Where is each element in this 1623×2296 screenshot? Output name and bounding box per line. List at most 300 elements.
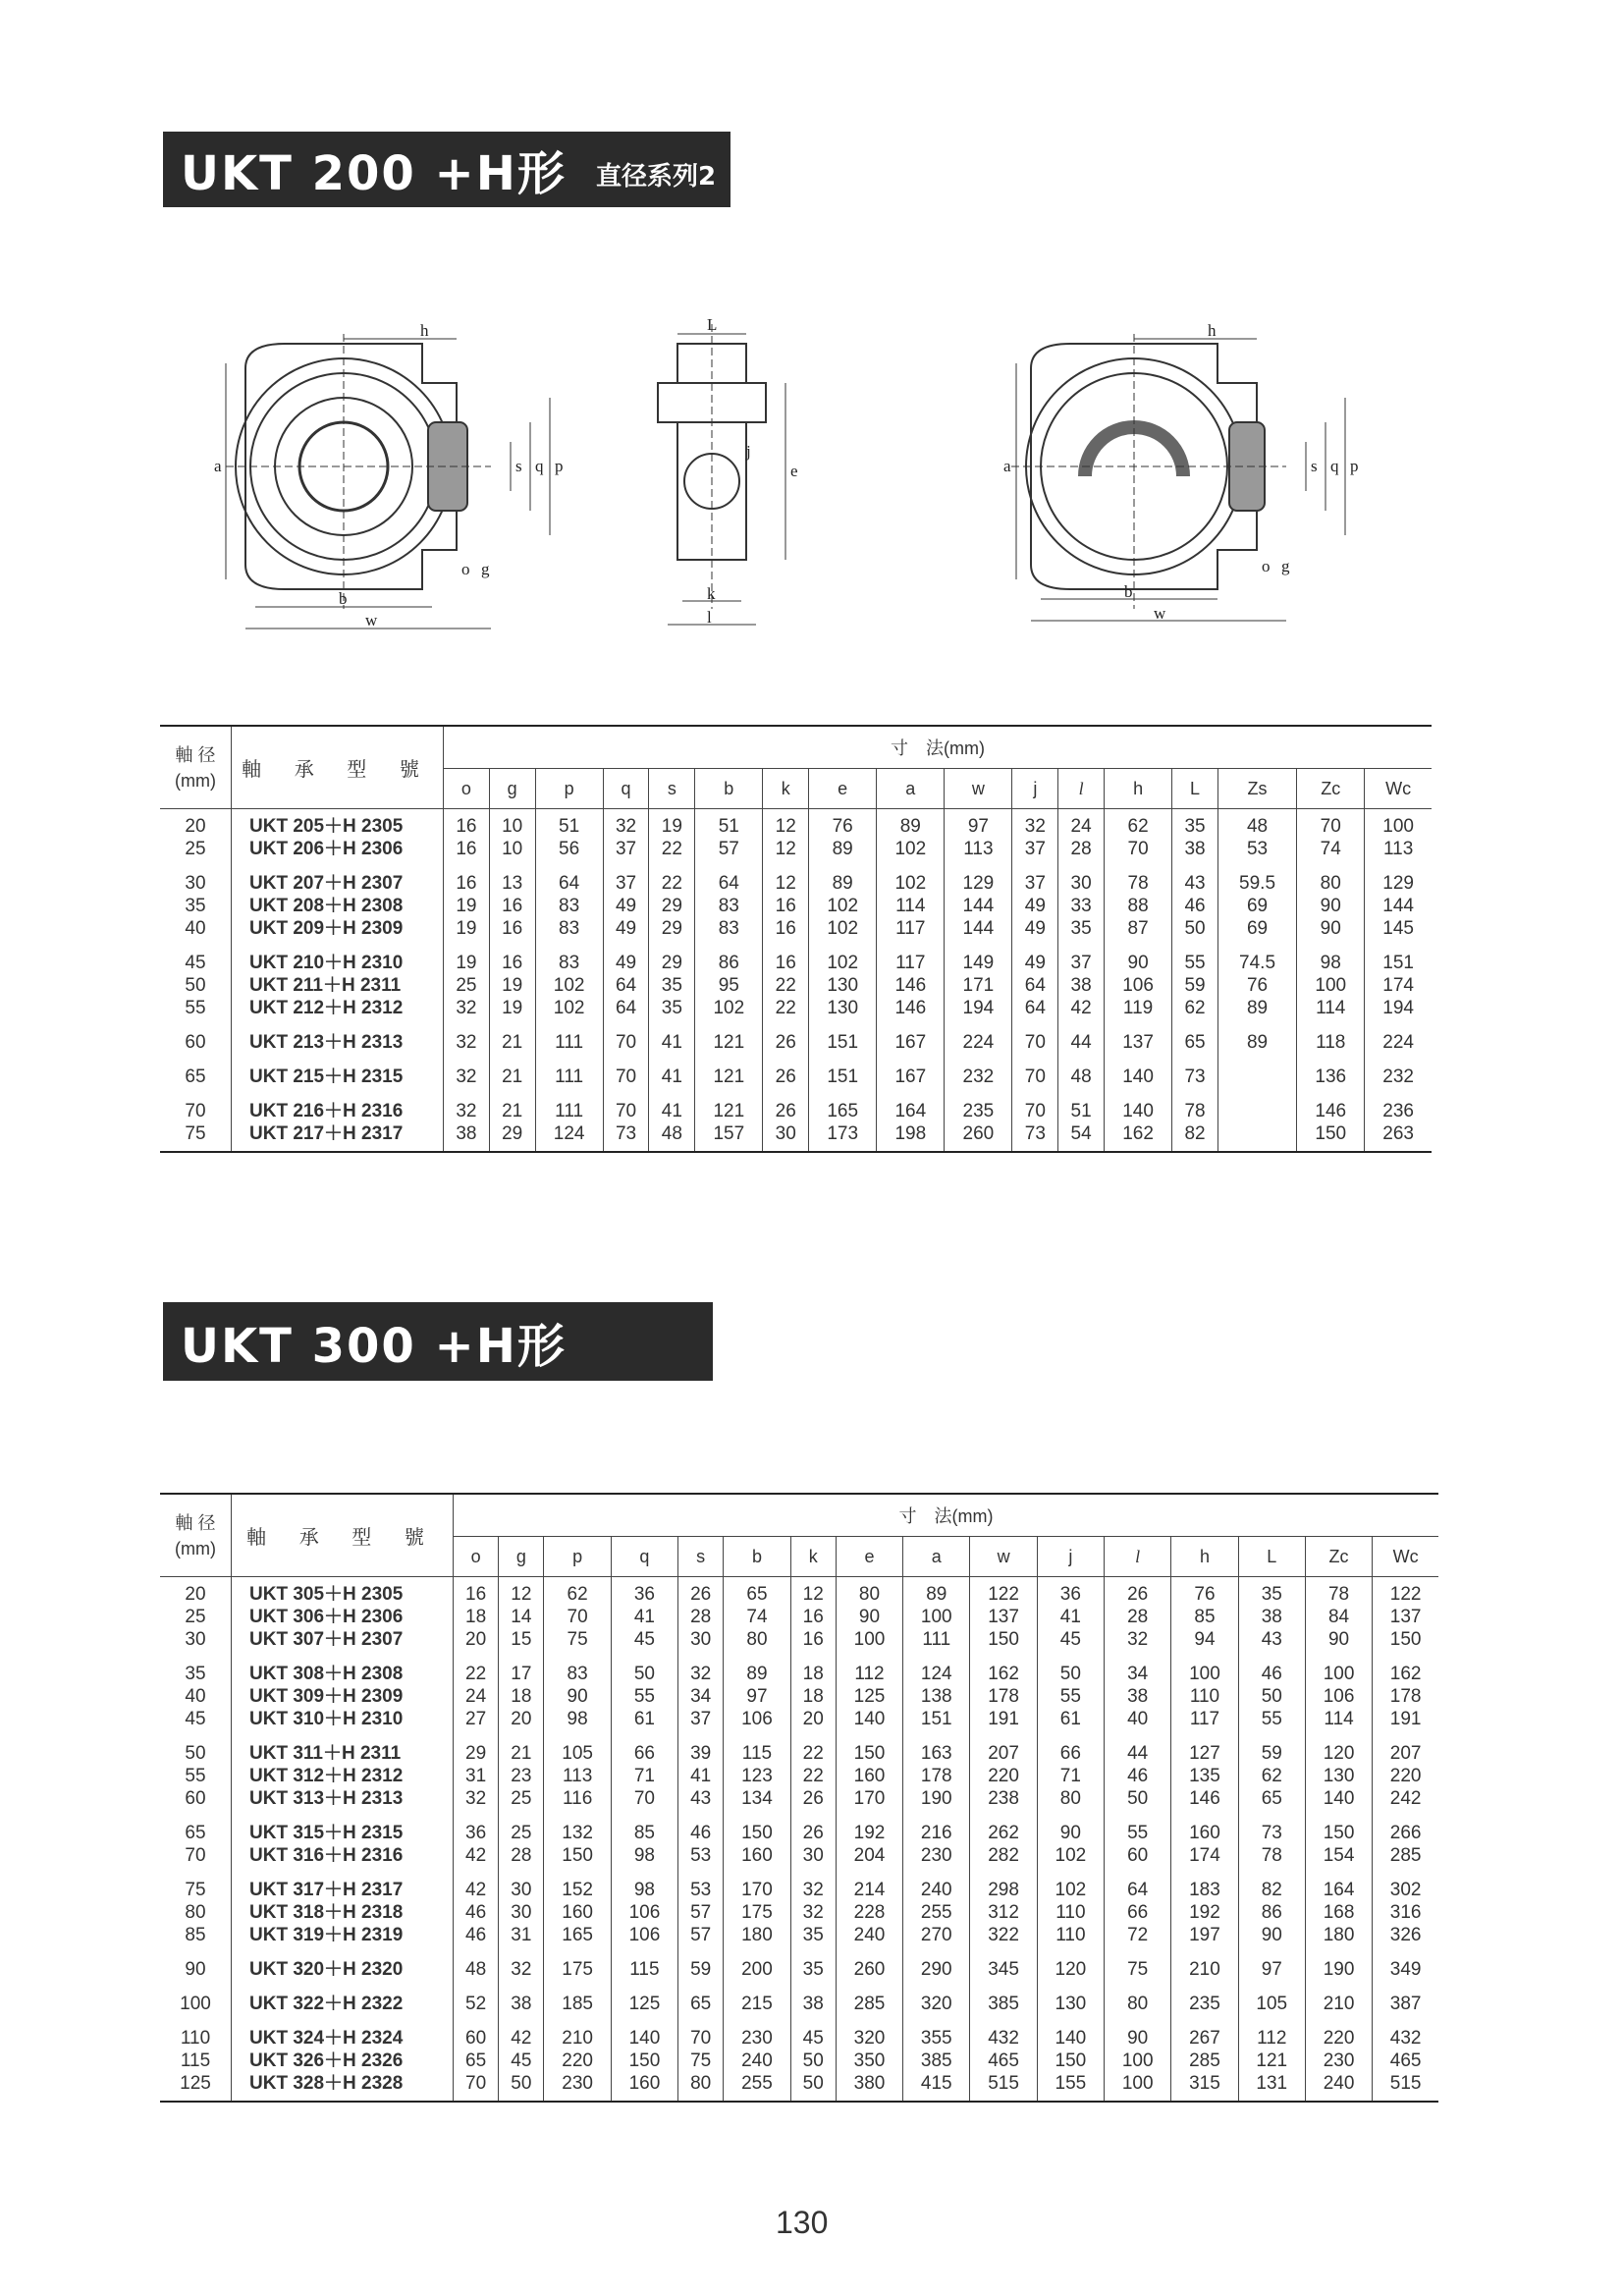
dimension-value: 16 bbox=[502, 896, 523, 916]
dimension-value: 102 bbox=[1055, 1845, 1087, 1866]
dimension-cell-Zc bbox=[1305, 1816, 1372, 1873]
dimension-value: 70 bbox=[465, 2073, 487, 2094]
column-header-s: s bbox=[678, 1537, 724, 1577]
dimension-cell-Zc bbox=[1297, 1025, 1365, 1060]
dim-label: b bbox=[339, 589, 348, 608]
dimension-cell-k bbox=[790, 1987, 836, 2021]
dimension-value: 46 bbox=[465, 1902, 487, 1923]
dimension-value: 165 bbox=[827, 1101, 859, 1121]
dimension-cell-l bbox=[1105, 1657, 1171, 1736]
dimension-value: 349 bbox=[1389, 1959, 1422, 1980]
dimension-value: 106 bbox=[1323, 1686, 1355, 1707]
dimension-value: 224 bbox=[1382, 1032, 1414, 1053]
dimension-cell-Zc bbox=[1297, 809, 1365, 867]
dimension-value: 55 bbox=[1127, 1823, 1149, 1843]
shaft-value: 50 bbox=[185, 1743, 206, 1764]
dimension-value: 33 bbox=[1070, 896, 1092, 916]
dimension-value: 41 bbox=[1059, 1607, 1081, 1627]
dimension-value: 130 bbox=[827, 975, 859, 996]
dimension-cell-Wc bbox=[1365, 946, 1432, 1025]
dimension-table-ukt300 bbox=[160, 1493, 1438, 2103]
dimension-value: 302 bbox=[1389, 1880, 1422, 1900]
dimension-value: 21 bbox=[502, 1032, 523, 1053]
dimension-value: 207 bbox=[988, 1743, 1019, 1764]
dimension-cell-k bbox=[790, 1816, 836, 1873]
dimension-cell-p bbox=[544, 1577, 611, 1658]
dimension-value: 113 bbox=[963, 839, 994, 859]
dim-label: p bbox=[1350, 457, 1359, 475]
dimension-cell-b bbox=[695, 1094, 763, 1152]
dimension-value: 34 bbox=[690, 1686, 712, 1707]
dimension-value: 16 bbox=[465, 1584, 487, 1605]
shaft-value: 40 bbox=[185, 1686, 206, 1707]
dimension-value: 140 bbox=[628, 2028, 661, 2049]
dimension-value: 89 bbox=[926, 1584, 947, 1605]
dimension-value: 152 bbox=[562, 1880, 593, 1900]
dimension-value: 86 bbox=[718, 953, 739, 973]
dimension-cell-L bbox=[1238, 1952, 1305, 1987]
dimension-value: 83 bbox=[567, 1664, 588, 1684]
dimension-value: 110 bbox=[1189, 1686, 1220, 1707]
dimension-value: 102 bbox=[553, 998, 585, 1018]
dimension-value: 59 bbox=[690, 1959, 712, 1980]
table-row-group bbox=[160, 1657, 1438, 1736]
dimension-cell-b bbox=[695, 946, 763, 1025]
dimension-cell-L bbox=[1238, 1736, 1305, 1816]
dimension-cell-q bbox=[611, 2021, 677, 2102]
bearing-model: UKT 322＋H 2322 bbox=[249, 1994, 404, 2014]
dimension-cell-e bbox=[836, 1816, 902, 1873]
dimension-value: 197 bbox=[1189, 1925, 1220, 1945]
dimension-value: 13 bbox=[502, 873, 523, 894]
dimension-value: 36 bbox=[1059, 1584, 1081, 1605]
dimension-value: 74 bbox=[746, 1607, 768, 1627]
dimension-cell-w bbox=[970, 1952, 1037, 1987]
bearing-model: UKT 210＋H 2310 bbox=[249, 953, 404, 973]
dimension-value: 30 bbox=[511, 1902, 532, 1923]
column-header-l: l bbox=[1105, 1537, 1171, 1577]
dimension-cell-e bbox=[836, 1736, 902, 1816]
dimension-value: 214 bbox=[853, 1880, 886, 1900]
dimension-value: 119 bbox=[1122, 998, 1154, 1018]
dimension-value: 37 bbox=[615, 873, 637, 894]
dimension-value: 90 bbox=[1320, 918, 1341, 939]
dim-label: s bbox=[1311, 457, 1318, 475]
dimension-value: 70 bbox=[1127, 839, 1149, 859]
section-banner-ukt300 bbox=[163, 1302, 713, 1381]
dimension-value: 127 bbox=[1189, 1743, 1220, 1764]
dimension-cell-k bbox=[763, 809, 809, 867]
dimension-value: 164 bbox=[894, 1101, 927, 1121]
shaft-diameter-cell bbox=[160, 2021, 232, 2102]
dimension-value: 59 bbox=[1184, 975, 1206, 996]
dimension-cell-s bbox=[649, 809, 695, 867]
dim-label: e bbox=[790, 462, 798, 480]
dimension-value: 465 bbox=[988, 2050, 1019, 2071]
dimension-value: 164 bbox=[1323, 1880, 1355, 1900]
dimension-value: 62 bbox=[1261, 1766, 1282, 1786]
dimension-cell-s bbox=[678, 2021, 724, 2102]
shaft-diameter-cell bbox=[160, 1577, 232, 1658]
dimension-cell-s bbox=[678, 1987, 724, 2021]
table-row-group bbox=[160, 946, 1432, 1025]
dimension-value: 28 bbox=[511, 1845, 532, 1866]
dimension-value: 238 bbox=[988, 1788, 1019, 1809]
dimension-value: 116 bbox=[562, 1788, 593, 1809]
dimension-value: 150 bbox=[1315, 1123, 1347, 1144]
dimension-value: 37 bbox=[615, 839, 637, 859]
dimension-value: 515 bbox=[1389, 2073, 1422, 2094]
dimension-value: 38 bbox=[1127, 1686, 1149, 1707]
dimension-value: 220 bbox=[562, 2050, 593, 2071]
dimension-value: 385 bbox=[920, 2050, 952, 2071]
dimension-cell-h bbox=[1171, 1987, 1238, 2021]
dim-label: s bbox=[515, 457, 522, 475]
dimension-value: 90 bbox=[1059, 1823, 1081, 1843]
dimension-cell-e bbox=[809, 1060, 877, 1094]
dimension-cell-l bbox=[1105, 1987, 1171, 2021]
dimension-value: 282 bbox=[988, 1845, 1019, 1866]
table-row-group bbox=[160, 1952, 1438, 1987]
dimension-value: 41 bbox=[661, 1101, 682, 1121]
dimension-value: 59.5 bbox=[1239, 873, 1276, 894]
shaft-value: 30 bbox=[185, 1629, 206, 1650]
bearing-model: UKT 318＋H 2318 bbox=[249, 1902, 404, 1923]
dimension-cell-a bbox=[877, 809, 945, 867]
dimension-value: 89 bbox=[1246, 998, 1269, 1018]
dimension-value: 75 bbox=[567, 1629, 588, 1650]
dimension-cell-b bbox=[724, 1657, 790, 1736]
dimension-value: 64 bbox=[559, 873, 580, 894]
dimension-cell-a bbox=[877, 1094, 945, 1152]
dimension-cell-w bbox=[945, 866, 1012, 946]
dimension-value: 23 bbox=[511, 1766, 532, 1786]
bearing-model-header: 軸 承 型 號 bbox=[232, 726, 444, 809]
dimension-value: 25 bbox=[511, 1788, 532, 1809]
dimension-value: 71 bbox=[633, 1766, 655, 1786]
dim-label: g bbox=[1281, 557, 1290, 575]
dimension-value: 175 bbox=[562, 1959, 593, 1980]
alternate-view-drawing bbox=[1011, 334, 1345, 621]
dimension-value: 191 bbox=[1389, 1709, 1422, 1729]
dimension-cell-j bbox=[1037, 1952, 1104, 1987]
dimension-value: 32 bbox=[456, 1066, 477, 1087]
dimension-value: 134 bbox=[741, 1788, 773, 1809]
dimension-cell-Wc bbox=[1373, 1736, 1438, 1816]
dimension-cell-e bbox=[836, 1577, 902, 1658]
dimension-value: 140 bbox=[1323, 1788, 1355, 1809]
dimension-cell-L bbox=[1238, 1657, 1305, 1736]
dimension-value: 55 bbox=[633, 1686, 655, 1707]
column-header-g: g bbox=[499, 1537, 544, 1577]
dimension-cell-h bbox=[1171, 1657, 1238, 1736]
dimension-cell-p bbox=[544, 1987, 611, 2021]
dimension-cell-g bbox=[499, 1736, 544, 1816]
dimension-value bbox=[1218, 1100, 1296, 1122]
dimension-cell-e bbox=[809, 809, 877, 867]
column-header-L: L bbox=[1172, 769, 1218, 809]
column-header-w: w bbox=[945, 769, 1012, 809]
dimension-cell-q bbox=[603, 809, 649, 867]
dimension-value: 37 bbox=[1024, 839, 1046, 859]
shaft-diameter-header: 軸 径 (mm) bbox=[160, 1494, 232, 1577]
dimension-value: 51 bbox=[559, 816, 580, 837]
shaft-value: 70 bbox=[185, 1101, 206, 1121]
dimension-value: 57 bbox=[690, 1925, 712, 1945]
dimension-value: 82 bbox=[1261, 1880, 1282, 1900]
dimension-value: 132 bbox=[562, 1823, 593, 1843]
column-header-w: w bbox=[970, 1537, 1037, 1577]
dimension-value: 171 bbox=[962, 975, 995, 996]
bearing-model: UKT 319＋H 2319 bbox=[249, 1925, 404, 1945]
dimension-value: 149 bbox=[962, 953, 995, 973]
dimension-cell-s bbox=[678, 1816, 724, 1873]
column-header-q: q bbox=[603, 769, 649, 809]
dimension-value: 170 bbox=[853, 1788, 886, 1809]
dimension-value: 24 bbox=[1070, 816, 1092, 837]
dimension-cell-b bbox=[724, 1736, 790, 1816]
dim-label: w bbox=[365, 611, 378, 629]
dimensions-header: 寸 法(mm) bbox=[444, 726, 1433, 769]
dimension-value: 146 bbox=[894, 975, 927, 996]
dimension-cell-w bbox=[970, 1873, 1037, 1952]
dimension-value: 31 bbox=[511, 1925, 532, 1945]
dimension-cell-k bbox=[790, 1736, 836, 1816]
dimension-cell-w bbox=[970, 2021, 1037, 2102]
shaft-diameter-header: 軸 径 (mm) bbox=[160, 726, 232, 809]
dimension-value: 144 bbox=[962, 896, 995, 916]
dimension-value: 110 bbox=[1055, 1925, 1086, 1945]
dimension-value: 230 bbox=[1323, 2050, 1355, 2071]
dimension-cell-j bbox=[1037, 1577, 1104, 1658]
dimension-value: 89 bbox=[832, 873, 853, 894]
dimension-cell-L bbox=[1238, 1987, 1305, 2021]
dimension-cell-w bbox=[970, 1657, 1037, 1736]
dimension-value: 41 bbox=[661, 1066, 682, 1087]
dimension-value: 64 bbox=[1127, 1880, 1149, 1900]
dimension-cell-Zs bbox=[1217, 809, 1296, 867]
dimension-cell-Zs bbox=[1217, 946, 1296, 1025]
dimension-value: 266 bbox=[1389, 1823, 1422, 1843]
dimension-value: 355 bbox=[920, 2028, 952, 2049]
dimension-value: 38 bbox=[1070, 975, 1092, 996]
dimension-value: 98 bbox=[633, 1880, 655, 1900]
dimension-cell-o bbox=[454, 1873, 499, 1952]
dimension-value: 29 bbox=[465, 1743, 487, 1764]
dimension-cell-q bbox=[611, 1952, 677, 1987]
dimension-value: 122 bbox=[1389, 1584, 1422, 1605]
dimension-value: 465 bbox=[1389, 2050, 1422, 2071]
dimension-value: 97 bbox=[1261, 1959, 1282, 1980]
bearing-model: UKT 213＋H 2313 bbox=[249, 1032, 404, 1053]
dimension-cell-b bbox=[724, 1816, 790, 1873]
dimension-cell-Wc bbox=[1365, 1094, 1432, 1152]
dimensions-header: 寸 法(mm) bbox=[454, 1494, 1439, 1537]
shaft-diameter-cell bbox=[160, 1736, 232, 1816]
dimension-cell-h bbox=[1171, 2021, 1238, 2102]
dimension-value: 21 bbox=[511, 1743, 532, 1764]
dimension-cell-e bbox=[836, 1657, 902, 1736]
bearing-model: UKT 307＋H 2307 bbox=[249, 1629, 404, 1650]
column-header-Wc: Wc bbox=[1373, 1537, 1438, 1577]
dimension-value: 150 bbox=[562, 1845, 593, 1866]
dimension-cell-h bbox=[1171, 1577, 1238, 1658]
dimension-cell-l bbox=[1058, 809, 1105, 867]
dimension-value: 16 bbox=[456, 839, 477, 859]
dim-label: o bbox=[461, 560, 470, 578]
dimension-value: 150 bbox=[853, 1743, 886, 1764]
shaft-value: 110 bbox=[180, 2028, 211, 2049]
dimension-value: 49 bbox=[615, 918, 637, 939]
dimension-value: 112 bbox=[1257, 2028, 1287, 2049]
dimension-value: 32 bbox=[802, 1902, 824, 1923]
dimension-value: 48 bbox=[1246, 816, 1269, 837]
dimension-cell-l bbox=[1058, 866, 1105, 946]
dimension-value: 30 bbox=[690, 1629, 712, 1650]
dimension-value: 114 bbox=[895, 896, 926, 916]
dimension-value: 45 bbox=[802, 2028, 824, 2049]
dimension-value: 155 bbox=[1055, 2073, 1087, 2094]
dimension-value: 100 bbox=[920, 1607, 952, 1627]
column-header-p: p bbox=[535, 769, 603, 809]
dimension-value: 345 bbox=[988, 1959, 1019, 1980]
dimension-cell-b bbox=[695, 809, 763, 867]
dimension-value: 75 bbox=[690, 2050, 712, 2071]
dimension-cell-s bbox=[678, 1657, 724, 1736]
dimension-value: 123 bbox=[741, 1766, 773, 1786]
dimension-value: 29 bbox=[661, 953, 682, 973]
bearing-model: UKT 208＋H 2308 bbox=[249, 896, 404, 916]
dimension-value: 432 bbox=[1389, 2028, 1422, 2049]
dimension-value: 76 bbox=[1246, 975, 1269, 996]
dimension-cell-a bbox=[903, 1952, 970, 1987]
dimension-value: 117 bbox=[895, 953, 926, 973]
dimension-value: 137 bbox=[1122, 1032, 1154, 1053]
dimension-cell-Zc bbox=[1305, 1873, 1372, 1952]
dimension-value: 102 bbox=[553, 975, 585, 996]
dimension-value: 53 bbox=[1246, 839, 1269, 859]
shaft-value: 70 bbox=[185, 1845, 206, 1866]
dimension-cell-o bbox=[444, 809, 490, 867]
dimension-value: 41 bbox=[690, 1766, 712, 1786]
dimension-value: 32 bbox=[1127, 1629, 1149, 1650]
dimension-cell-Zc bbox=[1305, 1577, 1372, 1658]
dimension-cell-L bbox=[1172, 946, 1218, 1025]
dimension-cell-j bbox=[1012, 946, 1058, 1025]
dimension-value: 111 bbox=[555, 1066, 584, 1087]
dimension-value: 73 bbox=[615, 1123, 637, 1144]
dimension-cell-Wc bbox=[1373, 1657, 1438, 1736]
dimension-cell-L bbox=[1172, 809, 1218, 867]
shaft-value: 20 bbox=[185, 1584, 206, 1605]
dimension-value: 22 bbox=[802, 1766, 824, 1786]
dimension-value: 140 bbox=[1122, 1066, 1154, 1087]
dimension-value: 80 bbox=[858, 1584, 881, 1605]
dimension-cell-l bbox=[1058, 1025, 1105, 1060]
dimension-value: 53 bbox=[690, 1880, 712, 1900]
dimension-value: 62 bbox=[1127, 816, 1149, 837]
dimension-cell-p bbox=[544, 1873, 611, 1952]
dimension-cell-e bbox=[809, 866, 877, 946]
dimension-value: 26 bbox=[775, 1032, 796, 1053]
dimension-cell-p bbox=[535, 866, 603, 946]
dimension-cell-Zs bbox=[1217, 1025, 1296, 1060]
dimension-value: 385 bbox=[988, 1994, 1019, 2014]
dimension-value: 45 bbox=[1059, 1629, 1081, 1650]
dimension-value: 45 bbox=[511, 2050, 532, 2071]
dimension-value: 216 bbox=[920, 1823, 952, 1843]
dimension-cell-e bbox=[809, 946, 877, 1025]
dimension-value: 16 bbox=[456, 816, 477, 837]
dimension-value: 26 bbox=[802, 1823, 824, 1843]
dimension-cell-e bbox=[836, 2021, 902, 2102]
dimension-value: 83 bbox=[718, 918, 739, 939]
dimension-cell-s bbox=[649, 1025, 695, 1060]
dimension-value: 160 bbox=[853, 1766, 886, 1786]
dimension-value: 162 bbox=[988, 1664, 1019, 1684]
dimension-cell-s bbox=[649, 1094, 695, 1152]
shaft-diameter-cell bbox=[160, 946, 232, 1025]
dimension-value: 113 bbox=[562, 1766, 593, 1786]
dimension-value: 50 bbox=[802, 2050, 824, 2071]
column-header-Zc: Zc bbox=[1297, 769, 1365, 809]
dimension-value: 120 bbox=[1055, 1959, 1087, 1980]
dimension-cell-e bbox=[809, 1094, 877, 1152]
dimension-cell-Wc bbox=[1365, 1025, 1432, 1060]
dimension-cell-a bbox=[903, 1736, 970, 1816]
dimension-cell-o bbox=[454, 1816, 499, 1873]
dimension-value: 70 bbox=[690, 2028, 712, 2049]
column-header-p: p bbox=[544, 1537, 611, 1577]
dimension-value: 80 bbox=[746, 1629, 768, 1650]
dimension-value: 140 bbox=[853, 1709, 886, 1729]
dimension-value: 29 bbox=[661, 918, 682, 939]
dimension-value: 66 bbox=[1059, 1743, 1081, 1764]
dimension-value: 20 bbox=[511, 1709, 532, 1729]
dimension-value: 122 bbox=[988, 1584, 1019, 1605]
dimension-value: 37 bbox=[1024, 873, 1046, 894]
dimension-value: 102 bbox=[827, 896, 859, 916]
shaft-value: 90 bbox=[185, 1959, 206, 1980]
table-row-group bbox=[160, 1736, 1438, 1816]
dimension-value: 64 bbox=[615, 975, 637, 996]
dimension-value: 194 bbox=[962, 998, 995, 1018]
dimension-value: 73 bbox=[1261, 1823, 1282, 1843]
dimension-value: 100 bbox=[853, 1629, 886, 1650]
dimension-value: 16 bbox=[775, 953, 796, 973]
dimension-cell-a bbox=[877, 946, 945, 1025]
dimension-value: 160 bbox=[1189, 1823, 1220, 1843]
dimension-value: 65 bbox=[465, 2050, 487, 2071]
bearing-model-cell bbox=[232, 1577, 454, 1658]
dimension-value: 12 bbox=[511, 1584, 532, 1605]
dimension-value: 130 bbox=[827, 998, 859, 1018]
dimension-value: 86 bbox=[1261, 1902, 1282, 1923]
dimension-cell-h bbox=[1171, 1952, 1238, 1987]
dimension-value: 146 bbox=[1315, 1101, 1347, 1121]
dimension-value: 240 bbox=[920, 1880, 952, 1900]
dimension-value: 121 bbox=[713, 1066, 745, 1087]
bearing-model: UKT 311＋H 2311 bbox=[249, 1743, 402, 1764]
table-row-group bbox=[160, 1060, 1432, 1094]
dimension-value: 24 bbox=[465, 1686, 487, 1707]
bearing-model: UKT 207＋H 2307 bbox=[249, 873, 404, 894]
dim-label: a bbox=[1003, 457, 1011, 475]
front-view-drawing bbox=[226, 334, 550, 629]
dimension-value: 30 bbox=[1070, 873, 1092, 894]
dimension-cell-Wc bbox=[1373, 1816, 1438, 1873]
dimension-value: 198 bbox=[894, 1123, 927, 1144]
